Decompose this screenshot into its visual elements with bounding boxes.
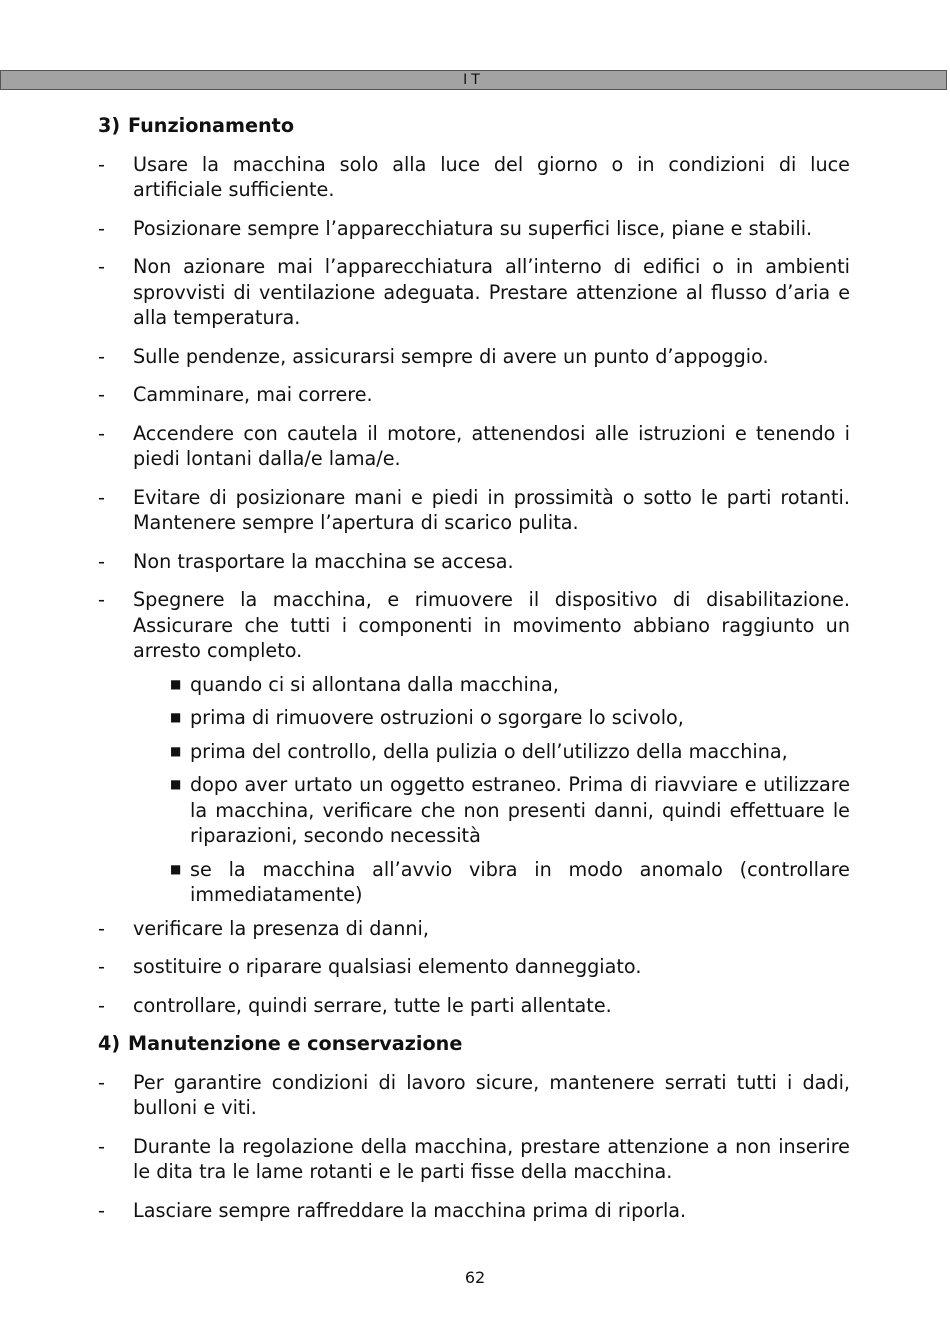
language-code: IT: [463, 72, 484, 88]
list-item-text: Per garantire condizioni di lavoro sicure, mantenere serrati tutti i dadi, bulloni e viti.: [133, 1070, 850, 1119]
list-item: [98, 916, 850, 942]
list-item: [98, 421, 850, 472]
list-item: [98, 344, 850, 370]
dash-bullet-icon: -: [98, 955, 105, 978]
sub-list-item: [98, 857, 850, 908]
sub-list-item-text: quando ci si allontana dalla macchina,: [190, 672, 559, 696]
list-item: [98, 1070, 850, 1121]
list-item-text: Non trasportare la macchina se accesa.: [133, 549, 514, 573]
square-bullet-icon: ■: [170, 861, 182, 876]
list-item: [98, 1134, 850, 1185]
list-item-text: Posizionare sempre l’apparecchiatura su superfici lisce, piane e stabili.: [133, 216, 813, 240]
section-heading: [98, 113, 850, 139]
section-number: 3): [98, 114, 121, 137]
sub-list-item-text: prima del controllo, della pulizia o dell’utilizzo della macchina,: [190, 739, 788, 763]
list-item-text: Sulle pendenze, assicurarsi sempre di avere un punto d’appoggio.: [133, 344, 769, 368]
section-number: 4): [98, 1032, 121, 1055]
sub-list-item-text: dopo aver urtato un oggetto estraneo. Prima di riavviare e utilizzare la macchina, verificare che non presenti danni, quindi effettuare le riparazioni, secondo necessità: [190, 773, 850, 847]
dash-bullet-icon: -: [98, 549, 105, 573]
dash-bullet-icon: -: [98, 1198, 105, 1222]
dash-bullet-icon: -: [98, 916, 105, 940]
dash-bullet-icon: -: [98, 344, 105, 368]
square-bullet-icon: ■: [170, 743, 182, 758]
sub-list-item-text: se la macchina all’avvio vibra in modo anomalo (controllare immediatamente): [190, 857, 850, 906]
sub-list-item-text: prima di rimuovere ostruzioni o sgorgare lo scivolo,: [190, 706, 684, 729]
list-item: [98, 1198, 850, 1224]
list-item-text: Durante la regolazione della macchina, prestare attenzione a non inserire le dita tra le lame rotanti e le parti fisse della macchina.: [133, 1134, 850, 1183]
list-item-text: Camminare, mai correre.: [133, 383, 373, 406]
square-bullet-icon: ■: [170, 777, 182, 791]
sub-list-item: [98, 772, 850, 849]
list-item-text: Lasciare sempre raffreddare la macchina prima di riporla.: [133, 1198, 687, 1222]
language-header-bar: [0, 70, 947, 90]
sub-list-item: [98, 672, 850, 698]
list-item: [98, 485, 850, 536]
list-item-text: Accendere con cautela il motore, attenendosi alle istruzioni e tenendo i piedi lontani dalla/e lama/e.: [133, 421, 850, 470]
list-item-text: Usare la macchina solo alla luce del giorno o in condizioni di luce artificiale sufficiente.: [133, 152, 850, 201]
document-body: [98, 113, 850, 1236]
list-item-text: controllare, quindi serrare, tutte le parti allentate.: [133, 993, 612, 1017]
list-item: [98, 587, 850, 664]
square-bullet-icon: ■: [170, 710, 182, 724]
section-title: Manutenzione e conservazione: [128, 1032, 463, 1055]
dash-bullet-icon: -: [98, 421, 105, 445]
list-item: [98, 993, 850, 1019]
list-item-text: sostituire o riparare qualsiasi elemento danneggiato.: [133, 955, 642, 978]
dash-bullet-icon: -: [98, 1070, 105, 1094]
dash-bullet-icon: -: [98, 485, 105, 509]
list-item: [98, 382, 850, 408]
dash-bullet-icon: -: [98, 588, 105, 611]
dash-bullet-icon: -: [98, 993, 105, 1017]
list-item: [98, 152, 850, 203]
list-item: [98, 549, 850, 575]
section-heading: [98, 1031, 850, 1057]
sub-list-item: [98, 739, 850, 765]
list-item: [98, 954, 850, 980]
dash-bullet-icon: -: [98, 152, 105, 176]
list-item-text: verificare la presenza di danni,: [133, 916, 429, 940]
list-item: [98, 216, 850, 242]
square-bullet-icon: ■: [170, 676, 182, 691]
list-item-text: Non azionare mai l’apparecchiatura all’interno di edifici o in ambienti sprovvisti di ventilazione adeguata. Prestare attenzione al flusso d’aria e alla temperatura.: [133, 255, 850, 329]
page-number: 62: [464, 1268, 486, 1287]
section-title: Funzionamento: [128, 114, 295, 137]
list-item-text: Evitare di posizionare mani e piedi in prossimità o sotto le parti rotanti. Mantenere sempre l’apertura di scarico pulita.: [133, 485, 850, 534]
dash-bullet-icon: -: [98, 255, 105, 278]
list-item-text: Spegnere la macchina, e rimuovere il dispositivo di disabilitazione. Assicurare che tutti i componenti in movimento abbiano raggiunto un arresto completo.: [133, 588, 850, 662]
list-item: [98, 254, 850, 331]
dash-bullet-icon: -: [98, 216, 105, 240]
dash-bullet-icon: -: [98, 1134, 105, 1158]
sub-list-item: [98, 705, 850, 731]
dash-bullet-icon: -: [98, 383, 105, 406]
